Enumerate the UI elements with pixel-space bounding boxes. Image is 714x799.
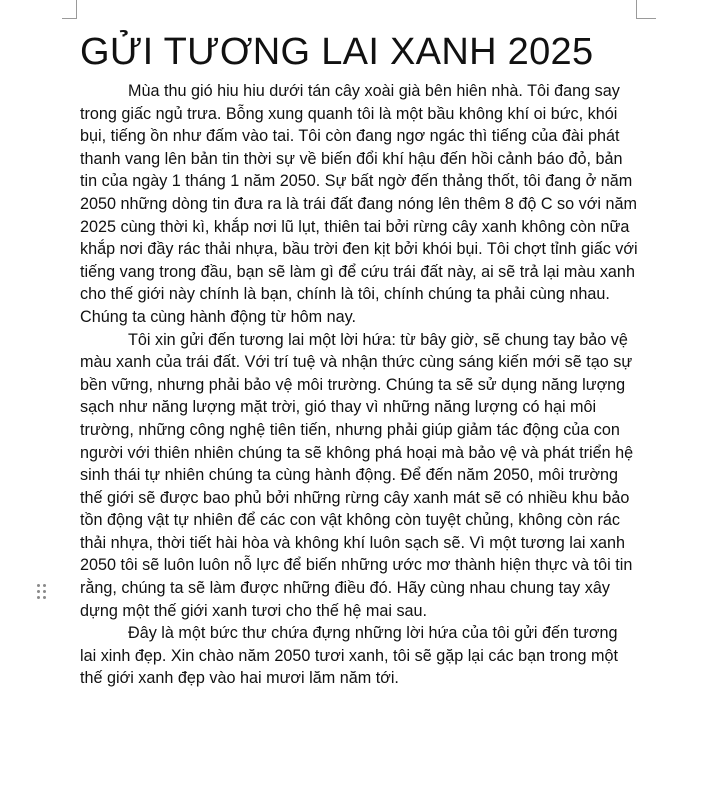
drag-handle-dot xyxy=(37,596,40,599)
crop-mark-top-right xyxy=(636,18,656,19)
drag-handle-dot xyxy=(37,584,40,587)
drag-handle-dot xyxy=(43,596,46,599)
paragraph-1[interactable]: Mùa thu gió hiu hiu dưới tán cây xoài già bên hiên nhà. Tôi đang say trong giấc ngủ trưa. Bỗng xung quanh tôi là một bầu không khí oi bức, khói bụi, tiếng ồn như đấm vào tai. Tôi còn đang ngơ ngác thì tiếng của đài phát thanh vang lên bản tin thời sự về biến đổi khí hậu đến hồi cảnh báo đỏ, bản tin của ngày 1 tháng 1 năm 2050. Sự bất ngờ đến thảng thốt, tôi đang ở năm 2050 những dòng tin đưa ra là trái đất đang nóng lên thêm 8 độ C so với năm 2025 cùng thời kì, khắp nơi lũ lụt, thiên tai bởi rừng cây xanh không còn nữa khắp nơi đầy rác thải nhựa, bầu trời đen kịt bởi khói bụi. Tôi chợt tỉnh giấc với tiếng vang trong đầu, bạn sẽ làm gì để cứu trái đất này, ai sẽ trả lại màu xanh cho thế giới này chính là bạn, chính là tôi, chính chúng ta phải cùng nhau. Chúng ta cùng hành động từ hôm nay. xyxy=(80,82,638,326)
drag-handle-dot xyxy=(37,590,40,593)
crop-mark-top-left xyxy=(62,18,77,19)
document-title[interactable]: GỬI TƯƠNG LAI XANH 2025 xyxy=(80,31,594,73)
crop-mark-top-right xyxy=(636,0,637,18)
document-body[interactable] xyxy=(80,80,638,690)
paragraph-2[interactable]: Tôi xin gửi đến tương lai một lời hứa: từ bây giờ, sẽ chung tay bảo vệ màu xanh của trái đất. Với trí tuệ và nhận thức cùng sáng kiến mới sẽ tạo sự bền vững, nhưng phải bảo vệ môi trường. Chúng ta sẽ sử dụng năng lượng sạch như năng lượng mặt trời, gió thay vì những năng lượng có hại môi trường, những công nghệ tiên tiến, nhưng phải giúp giảm tác động của con người với thiên nhiên chúng ta sẽ không phá hoại mà bảo vệ và phát triển hệ sinh thái tự nhiên chúng ta cùng hành động. Để đến năm 2050, môi trường thế giới sẽ được bao phủ bởi những rừng cây xanh mát sẽ có nhiều khu bảo tồn động vật tự nhiên để các con vật không còn tuyệt chủng, không còn rác thải nhựa, thời tiết hài hòa và không khí luôn sạch sẽ. Vì một tương lai xanh 2050 tôi sẽ luôn luôn nỗ lực để biến những ước mơ thành hiện thực và tôi tin rằng, chúng ta sẽ làm được những điều đó. Hãy cùng nhau chung tay xây dựng một thế giới xanh tươi cho thế hệ mai sau. xyxy=(80,330,634,620)
paragraph-3[interactable]: Đây là một bức thư chứa đựng những lời hứa của tôi gửi đến tương lai xinh đẹp. Xin chào năm 2050 tươi xanh, tôi sẽ gặp lại các bạn trong một thế giới xanh đẹp vào hai mươi lăm năm tới. xyxy=(80,624,618,688)
drag-handle-icon[interactable] xyxy=(37,584,47,600)
drag-handle-dot xyxy=(43,590,46,593)
crop-mark-top-left xyxy=(76,0,77,18)
drag-handle-dot xyxy=(43,584,46,587)
